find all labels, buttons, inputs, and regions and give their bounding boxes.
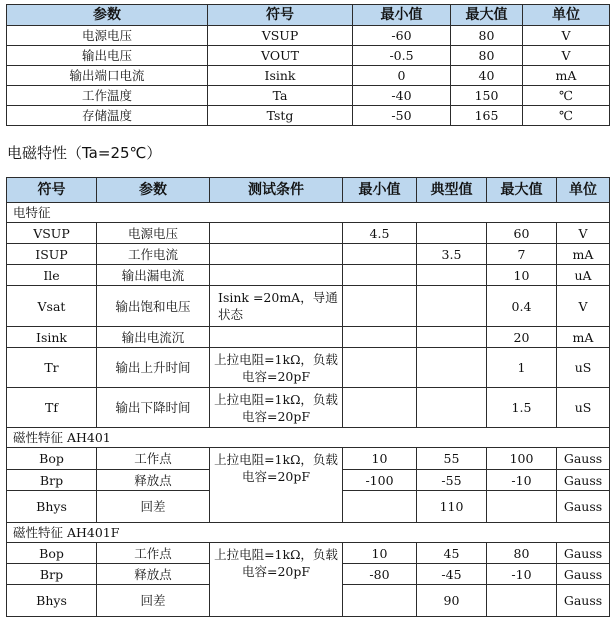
table-cell: ℃: [523, 86, 610, 106]
table-cell: [343, 585, 417, 617]
table-cell: 3.5: [417, 244, 487, 265]
table-cell: [417, 265, 487, 286]
table-row: [7, 26, 610, 46]
table-cell: 回差: [97, 491, 210, 523]
table-cell: [417, 223, 487, 244]
table-cell: [210, 265, 343, 286]
table-cell: Bop: [7, 448, 97, 470]
table-cell: Gauss: [557, 585, 610, 617]
table-cell: [210, 244, 343, 265]
table-cell: VSUP: [208, 26, 353, 46]
electromagnetic-characteristics-table: [6, 177, 610, 617]
table-cell: -40: [353, 86, 451, 106]
table-cell: -55: [417, 470, 487, 491]
table-row: [7, 348, 610, 388]
table-cell: 工作点: [97, 543, 210, 564]
column-header: 典型值: [417, 178, 487, 203]
table-cell: -45: [417, 564, 487, 585]
section-title: 电磁特性（Ta=25℃）: [7, 144, 162, 162]
table-cell: 输出电流沉: [97, 327, 210, 348]
table-cell: mA: [557, 327, 610, 348]
group-row: [7, 203, 610, 223]
table-cell: 150: [451, 86, 523, 106]
table-cell: 输出饱和电压: [97, 286, 210, 327]
table-cell: 0: [353, 66, 451, 86]
table-cell: V: [523, 26, 610, 46]
table-cell: Tf: [7, 388, 97, 428]
group-label: 磁性特征 AH401F: [7, 523, 610, 543]
table-cell: [487, 585, 557, 617]
table-cell: 20: [487, 327, 557, 348]
table-cell: V: [523, 46, 610, 66]
column-header: 参数: [7, 5, 208, 26]
table-header-row: [7, 5, 610, 26]
table-cell: Gauss: [557, 543, 610, 564]
column-header: 最小值: [343, 178, 417, 203]
test-condition-cell: 上拉电阻=1kΩ，负载电容=20pF: [210, 388, 343, 428]
table-cell: [210, 223, 343, 244]
table-cell: 工作电流: [97, 244, 210, 265]
table-cell: 110: [417, 491, 487, 523]
table-cell: 7: [487, 244, 557, 265]
table-row: [7, 543, 610, 564]
table-cell: 电源电压: [97, 223, 210, 244]
table-cell: Isink: [7, 327, 97, 348]
table-cell: V: [557, 286, 610, 327]
table-cell: 1.5: [487, 388, 557, 428]
table-cell: 回差: [97, 585, 210, 617]
table-cell: uS: [557, 348, 610, 388]
table-cell: [343, 491, 417, 523]
table-cell: [343, 244, 417, 265]
table-cell: VOUT: [208, 46, 353, 66]
table-cell: 10: [343, 448, 417, 470]
group-row: [7, 523, 610, 543]
table-cell: Tr: [7, 348, 97, 388]
table-cell: -10: [487, 470, 557, 491]
table-cell: -100: [343, 470, 417, 491]
table-row: [7, 448, 610, 470]
table-cell: -80: [343, 564, 417, 585]
table-cell: 90: [417, 585, 487, 617]
test-condition-cell: 上拉电阻=1kΩ，负载电容=20pF: [210, 448, 343, 523]
table-header-row: [7, 178, 610, 203]
column-header: 符号: [7, 178, 97, 203]
table-cell: -10: [487, 564, 557, 585]
table-cell: VSUP: [7, 223, 97, 244]
table-cell: [343, 327, 417, 348]
column-header: 符号: [208, 5, 353, 26]
table-row: [7, 86, 610, 106]
table-cell: 80: [451, 46, 523, 66]
table-row: [7, 46, 610, 66]
table-cell: Ta: [208, 86, 353, 106]
table-row: [7, 286, 610, 327]
table-cell: 60: [487, 223, 557, 244]
column-header: 参数: [97, 178, 210, 203]
table-cell: mA: [523, 66, 610, 86]
absolute-max-ratings-table: [6, 4, 610, 126]
table-cell: Ile: [7, 265, 97, 286]
table-cell: 输出下降时间: [97, 388, 210, 428]
table-cell: Gauss: [557, 491, 610, 523]
table-cell: 输出电压: [7, 46, 208, 66]
table-cell: 4.5: [343, 223, 417, 244]
table-cell: [417, 286, 487, 327]
table-row: [7, 388, 610, 428]
table-cell: [210, 327, 343, 348]
table-cell: [343, 388, 417, 428]
table-cell: 存储温度: [7, 106, 208, 126]
table-cell: 电源电压: [7, 26, 208, 46]
table-cell: [487, 491, 557, 523]
group-label: 磁性特征 AH401: [7, 428, 610, 448]
table-cell: Vsat: [7, 286, 97, 327]
column-header: 最大值: [451, 5, 523, 26]
table-cell: [343, 348, 417, 388]
table-cell: [417, 388, 487, 428]
table-cell: Gauss: [557, 448, 610, 470]
table-cell: Bop: [7, 543, 97, 564]
table-row: [7, 265, 610, 286]
table-cell: 工作温度: [7, 86, 208, 106]
table-cell: 输出上升时间: [97, 348, 210, 388]
table-cell: Gauss: [557, 564, 610, 585]
table-cell: ℃: [523, 106, 610, 126]
table-cell: 输出漏电流: [97, 265, 210, 286]
table-row: [7, 223, 610, 244]
table-cell: -60: [353, 26, 451, 46]
table-cell: Isink: [208, 66, 353, 86]
table-cell: 1: [487, 348, 557, 388]
table-cell: 80: [451, 26, 523, 46]
column-header: 最大值: [487, 178, 557, 203]
table-cell: 0.4: [487, 286, 557, 327]
column-header: 最小值: [353, 5, 451, 26]
column-header: 测试条件: [210, 178, 343, 203]
table-row: [7, 66, 610, 86]
table-cell: 输出端口电流: [7, 66, 208, 86]
table-cell: 释放点: [97, 564, 210, 585]
table-cell: 100: [487, 448, 557, 470]
table-cell: V: [557, 223, 610, 244]
table-cell: Brp: [7, 470, 97, 491]
table-cell: Gauss: [557, 470, 610, 491]
table-cell: 45: [417, 543, 487, 564]
table-cell: 80: [487, 543, 557, 564]
table-cell: [343, 265, 417, 286]
column-header: 单位: [557, 178, 610, 203]
table-cell: 10: [343, 543, 417, 564]
column-header: 单位: [523, 5, 610, 26]
table-cell: -0.5: [353, 46, 451, 66]
table-cell: uS: [557, 388, 610, 428]
table-cell: [343, 286, 417, 327]
table-cell: ISUP: [7, 244, 97, 265]
group-label: 电特征: [7, 203, 610, 223]
test-condition-cell: 上拉电阻=1kΩ，负载电容=20pF: [210, 348, 343, 388]
table-cell: 释放点: [97, 470, 210, 491]
table-row: [7, 327, 610, 348]
table-cell: 10: [487, 265, 557, 286]
table-cell: -50: [353, 106, 451, 126]
table-cell: 40: [451, 66, 523, 86]
table-cell: Bhys: [7, 585, 97, 617]
table-cell: [417, 327, 487, 348]
table-cell: uA: [557, 265, 610, 286]
table-cell: 55: [417, 448, 487, 470]
table-cell: 工作点: [97, 448, 210, 470]
table-row: [7, 106, 610, 126]
table-cell: Brp: [7, 564, 97, 585]
group-row: [7, 428, 610, 448]
table-row: [7, 244, 610, 265]
table-cell: Bhys: [7, 491, 97, 523]
table-cell: 165: [451, 106, 523, 126]
table-cell: mA: [557, 244, 610, 265]
table-cell: Tstg: [208, 106, 353, 126]
test-condition-cell: Isink =20mA，导通状态: [210, 286, 343, 327]
table-cell: [417, 348, 487, 388]
test-condition-cell: 上拉电阻=1kΩ，负载电容=20pF: [210, 543, 343, 617]
